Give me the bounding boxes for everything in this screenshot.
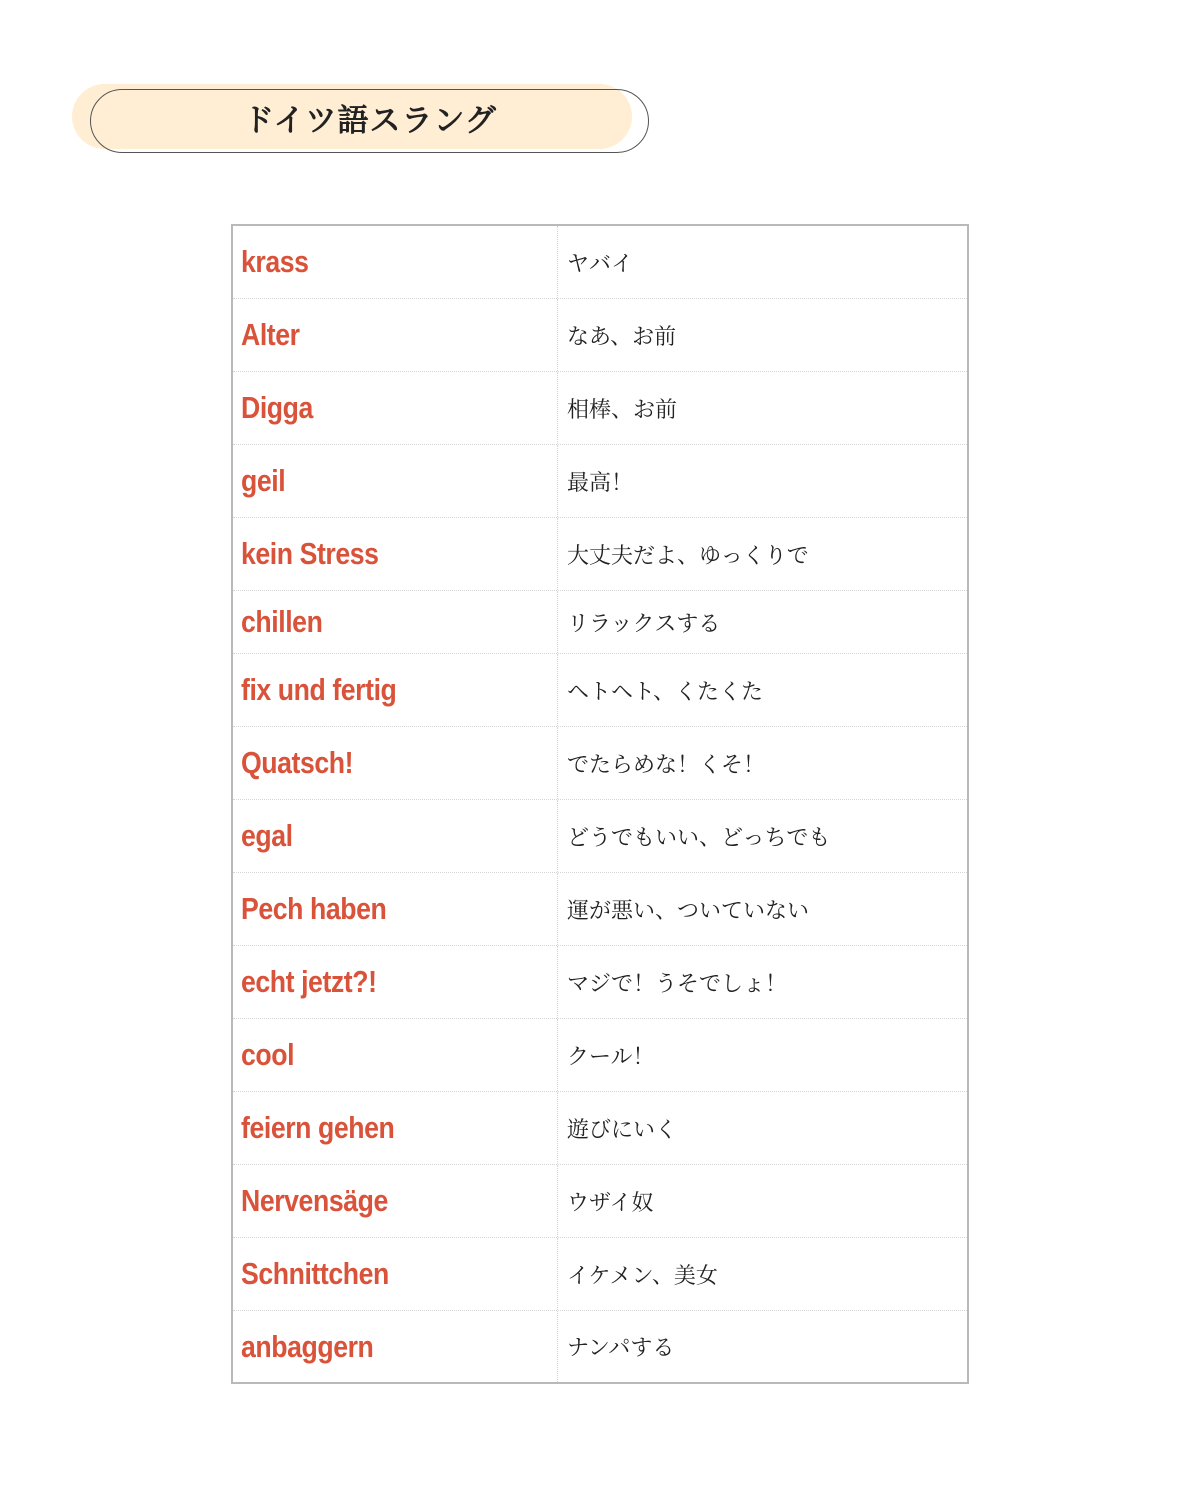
japanese-meaning: ナンパする [567,1336,675,1361]
table-row [233,299,967,372]
german-term: feiern gehen [233,1092,558,1164]
japanese-meaning: リラックスする [567,611,721,637]
german-term: Schnittchen [233,1238,558,1310]
japanese-meaning: 相棒、お前 [567,397,678,423]
german-term: echt jetzt?! [233,946,558,1018]
table-row [233,518,967,591]
german-term: krass [233,226,558,298]
german-term: egal [233,800,558,872]
german-term: Digga [233,372,558,444]
german-term: Pech haben [233,873,558,945]
japanese-meaning: ヤバイ [567,251,634,277]
table-row [233,946,967,1019]
table-row [233,1165,967,1238]
german-term: chillen [233,591,558,653]
japanese-meaning: ウザイ奴 [567,1190,654,1216]
table-row [233,1311,967,1382]
japanese-meaning: マジで！うそでしょ！ [567,971,788,997]
japanese-meaning: 大丈夫だよ、ゆっくりで [567,543,809,569]
japanese-meaning: 最高！ [567,470,634,496]
table-row [233,800,967,873]
table-row [233,226,967,299]
slang-table [231,224,969,1384]
japanese-meaning: どうでもいい、どっちでも [567,825,831,851]
german-term: geil [233,445,558,517]
japanese-meaning: 遊びにいく [567,1117,678,1143]
table-row [233,445,967,518]
german-term: Quatsch! [233,727,558,799]
table-row [233,372,967,445]
japanese-meaning: ヘトヘト、くたくた [567,679,764,705]
table-row [233,654,967,727]
table-row [233,1092,967,1165]
page-title: ドイツ語スラング [243,103,497,139]
japanese-meaning: イケメン、美女 [567,1263,718,1289]
japanese-meaning: でたらめな！くそ！ [567,752,766,778]
german-term: Alter [233,299,558,371]
japanese-meaning: クール！ [567,1044,655,1070]
german-term: anbaggern [233,1311,558,1382]
table-row [233,1238,967,1311]
japanese-meaning: 運が悪い、ついていない [567,898,810,924]
table-row [233,1019,967,1092]
german-term: fix und fertig [233,654,558,726]
table-row [233,591,967,654]
german-term: Nervensäge [233,1165,558,1237]
table-row [233,727,967,800]
german-term: cool [233,1019,558,1091]
japanese-meaning: なあ、お前 [567,324,677,350]
table-row [233,873,967,946]
german-term: kein Stress [233,518,558,590]
